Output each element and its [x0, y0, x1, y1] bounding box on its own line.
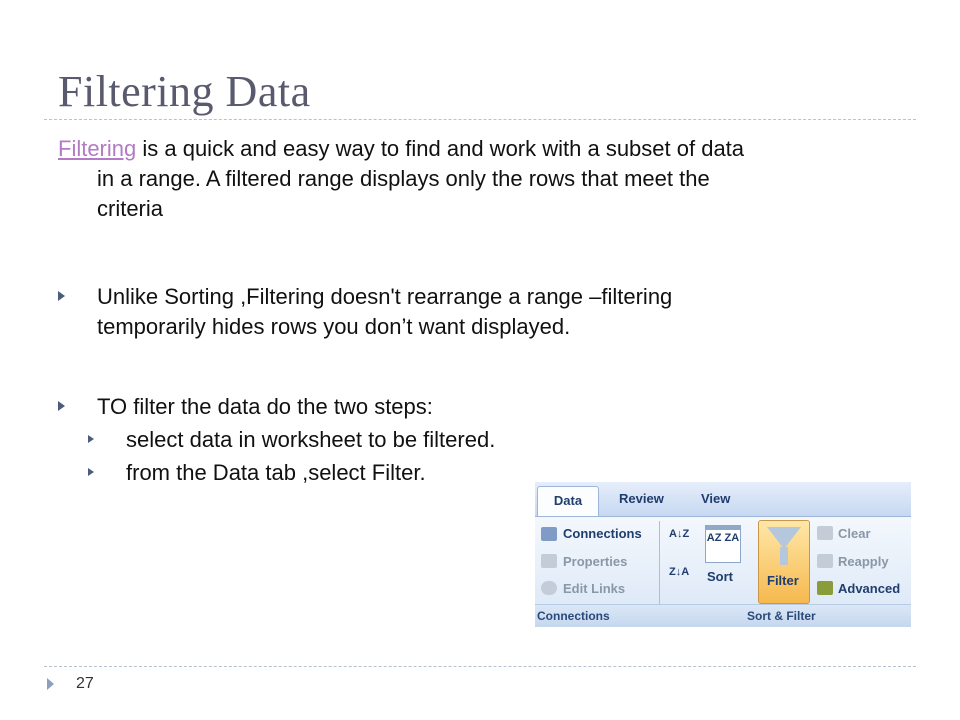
sort-icon-header: [706, 526, 740, 530]
clear-button[interactable]: Clear: [838, 526, 871, 541]
slide-title: Filtering Data: [58, 67, 311, 116]
advanced-icon: [817, 581, 833, 595]
title-divider: [44, 119, 916, 120]
ribbon-tab-bar: [535, 482, 911, 516]
ribbon-group-label-bar: [535, 604, 911, 627]
sort-button[interactable]: Sort: [707, 569, 733, 584]
intro-text-line1: is a quick and easy way to find and work with a subset of data: [136, 136, 745, 161]
sub-bullet-text: select data in worksheet to be filtered.: [126, 427, 496, 452]
sort-az-icon[interactable]: A↓Z: [669, 528, 690, 540]
footer-divider: [44, 666, 916, 667]
advanced-button[interactable]: Advanced: [838, 581, 901, 596]
ribbon-panel: [535, 516, 911, 627]
clear-icon: [817, 526, 833, 540]
sub-bullet-text: from the Data tab ,select Filter.: [126, 460, 426, 485]
properties-icon: [541, 554, 557, 568]
sub-bullet-select-data: [88, 425, 908, 455]
intro-paragraph: [58, 134, 908, 224]
reapply-icon: [817, 554, 833, 568]
bullet-text-line1: Unlike Sorting ,Filtering doesn't rearrange a range –filtering: [97, 284, 673, 309]
bullet-unlike-sorting: [58, 282, 908, 342]
edit-links-icon: [541, 581, 557, 595]
bullet-two-steps: [58, 392, 908, 422]
filter-funnel-stem: [780, 547, 788, 565]
sub-bullet-arrow-icon: [88, 435, 94, 443]
bullet-text: TO filter the data do the two steps:: [97, 394, 433, 419]
sort-filter-group-label: Sort & Filter: [747, 609, 816, 623]
intro-text-line2: in a range. A filtered range displays only the rows that meet the: [97, 166, 710, 191]
reapply-button[interactable]: Reapply: [838, 554, 889, 569]
tab-view[interactable]: View: [701, 491, 731, 506]
sort-za-icon[interactable]: Z↓A: [669, 566, 690, 578]
connections-group-label: Connections: [537, 609, 610, 623]
excel-ribbon-image: [535, 482, 911, 627]
connections-button[interactable]: Connections: [563, 526, 642, 541]
bullet-text-line2: temporarily hides rows you don’t want displayed.: [97, 314, 571, 339]
filter-funnel-icon: [767, 527, 801, 549]
connections-icon: [541, 527, 557, 541]
filter-label: Filter: [767, 573, 799, 588]
tab-review[interactable]: Review: [619, 491, 664, 506]
page-number: 27: [76, 675, 94, 692]
intro-text-line3: criteria: [97, 196, 164, 221]
edit-links-button[interactable]: Edit Links: [563, 581, 626, 596]
tab-data[interactable]: Data: [537, 486, 599, 517]
bullet-arrow-icon: [58, 401, 65, 411]
filtering-link[interactable]: Filtering: [58, 136, 137, 161]
filter-button[interactable]: [758, 520, 810, 604]
sort-icon-glyph: AZ ZA: [706, 532, 740, 544]
bullet-arrow-icon: [58, 291, 65, 301]
sub-bullet-arrow-icon: [88, 468, 94, 476]
footer-arrow-icon: [47, 678, 54, 690]
properties-button[interactable]: Properties: [563, 554, 628, 569]
sort-icon[interactable]: [705, 525, 741, 563]
